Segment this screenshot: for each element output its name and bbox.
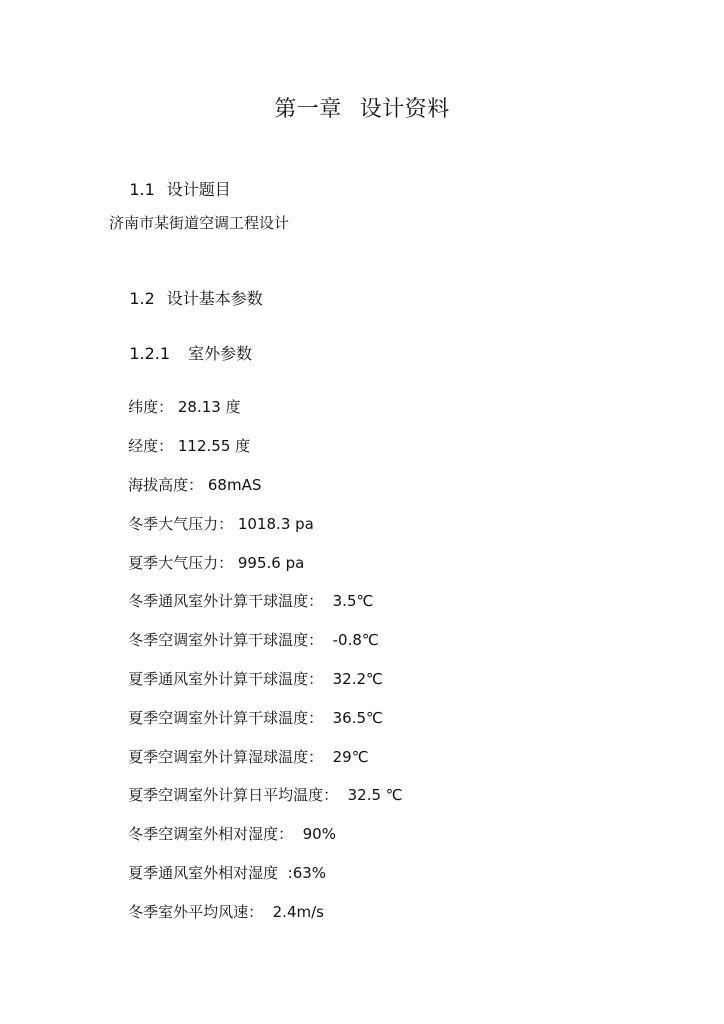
param-label: 夏季空调室外计算日平均温度： xyxy=(128,786,339,804)
param-label: 冬季通风室外计算干球温度： xyxy=(128,592,324,610)
param-value: 36.5℃ xyxy=(332,709,383,727)
param-line xyxy=(109,882,324,942)
chapter-number: 第一章 xyxy=(274,97,342,122)
param-label: 冬季室外平均风速： xyxy=(128,903,264,921)
param-label: 经度： xyxy=(128,437,174,455)
section-number: 1.1 xyxy=(129,180,155,199)
param-label: 海拔高度： xyxy=(128,476,204,494)
chapter-title xyxy=(0,94,724,126)
param-value: 28.13 度 xyxy=(177,398,241,416)
param-label: 夏季通风室外相对湿度 xyxy=(128,864,279,882)
section-title: 设计题目 xyxy=(166,180,231,199)
param-value: 1018.3 pa xyxy=(237,515,314,533)
chapter-name: 设计资料 xyxy=(359,97,450,122)
param-label: 夏季通风室外计算干球温度： xyxy=(128,670,324,688)
param-label: 冬季空调室外计算干球温度： xyxy=(128,631,324,649)
section-title: 设计基本参数 xyxy=(166,289,263,308)
param-label: 冬季大气压力： xyxy=(128,515,234,533)
section-number: 1.2.1 xyxy=(129,344,171,363)
param-value: 90% xyxy=(302,825,336,843)
param-value: 32.5 ℃ xyxy=(347,786,403,804)
param-value: 112.55 度 xyxy=(177,437,251,455)
section-number: 1.2 xyxy=(129,289,155,308)
param-label: 夏季空调室外计算干球温度： xyxy=(128,709,324,727)
param-value: 32.2℃ xyxy=(332,670,383,688)
param-label: 夏季空调室外计算湿球温度： xyxy=(128,748,324,766)
section-title: 室外参数 xyxy=(188,344,253,363)
param-label: 夏季大气压力： xyxy=(128,554,234,572)
param-value: :63% xyxy=(287,864,327,882)
param-value: 68mAS xyxy=(207,476,262,494)
param-value: -0.8℃ xyxy=(332,631,379,649)
project-title: 济南市某街道空调工程设计 xyxy=(109,214,290,232)
param-label: 冬季空调室外相对湿度： xyxy=(128,825,294,843)
param-value: 2.4m/s xyxy=(272,903,324,921)
param-value: 29℃ xyxy=(332,748,369,766)
param-value: 995.6 pa xyxy=(237,554,305,572)
param-value: 3.5℃ xyxy=(332,592,374,610)
param-label: 纬度： xyxy=(128,398,174,416)
